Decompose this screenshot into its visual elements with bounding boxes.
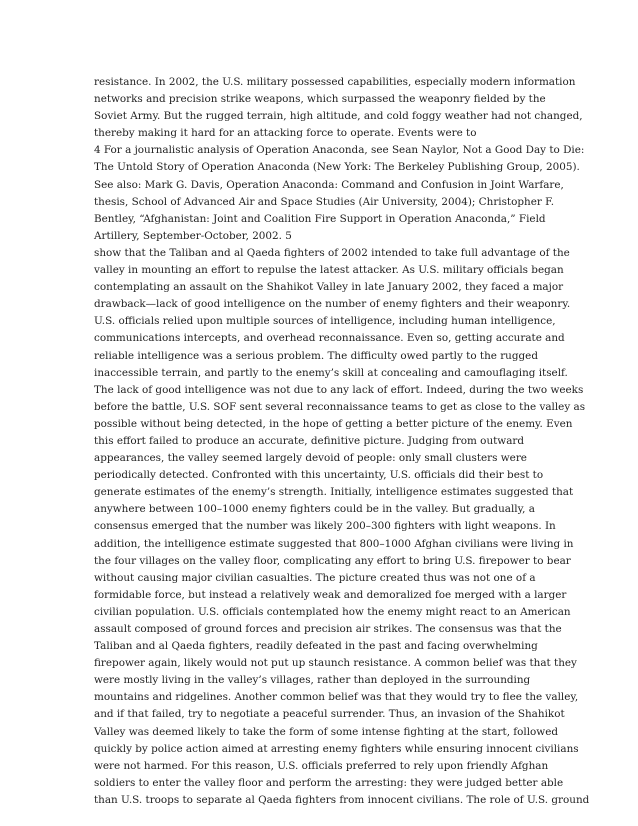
text-line: formidable force, but instead a relatively weak and demoralized foe merged with a larger [94, 588, 567, 601]
text-line: without causing major civilian casualties. The picture created thus was not one of a [94, 571, 536, 584]
text-line: U.S. officials relied upon multiple sources of intelligence, including human intelligence, [94, 315, 556, 328]
text-line: civilian population. U.S. officials contemplated how the enemy might react to an American [94, 605, 571, 618]
text-line: than U.S. troops to separate al Qaeda fighters from innocent civilians. The role of U.S. ground [94, 793, 590, 806]
text-line: were not harmed. For this reason, U.S. officials preferred to rely upon friendly Afghan [94, 759, 549, 772]
footnote-line: 4 For a journalistic analysis of Operation Anaconda, see Sean Naylor, Not a Good Day to Die: [94, 144, 585, 157]
text-line: periodically detected. Confronted with this uncertainty, U.S. officials did their best to [94, 469, 544, 482]
text-line: inaccessible terrain, and partly to the enemy’s skill at concealing and camouflaging itself. [94, 366, 568, 379]
text-line: communications intercepts, and overhead reconnaissance. Even so, getting accurate and [94, 332, 565, 345]
text-line: contemplating an assault on the Shahikot Valley in late January 2002, they faced a major [94, 281, 564, 294]
text-line: show that the Taliban and al Qaeda fighters of 2002 intended to take full advantage of the [94, 246, 570, 259]
text-line: possible without being detected, in the hope of getting a better picture of the enemy. Even [94, 417, 573, 430]
text-line: were mostly living in the valley’s villages, rather than deployed in the surrounding [94, 674, 531, 687]
text-line: valley in mounting an effort to repulse the latest attacker. As U.S. military officials began [94, 264, 564, 277]
text-line: resistance. In 2002, the U.S. military possessed capabilities, especially modern information [94, 76, 576, 88]
text-line: The lack of good intelligence was not due to any lack of effort. Indeed, during the two weeks [94, 383, 584, 396]
footnote-line: The Untold Story of Operation Anaconda (New York: The Berkeley Publishing Group, 2005). [94, 161, 580, 174]
text-line: appearances, the valley seemed largely devoid of people: only small clusters were [94, 452, 527, 465]
body-text [94, 74, 590, 809]
text-line: soldiers to enter the valley floor and perform the arresting: they were judged better able [94, 776, 564, 789]
text-line: networks and precision strike weapons, which surpassed the weaponry fielded by the [94, 93, 546, 106]
text-line: thereby making it hard for an attacking force to operate. Events were to [94, 127, 477, 140]
text-line: firepower again, likely would not put up staunch resistance. A common belief was that they [94, 657, 577, 670]
text-line: Soviet Army. But the rugged terrain, high altitude, and cold foggy weather had not changed, [94, 110, 583, 123]
text-line: addition, the intelligence estimate suggested that 800–1000 Afghan civilians were living in [94, 537, 574, 550]
footnote-line: thesis, School of Advanced Air and Space Studies (Air University, 2004); Christopher F. [94, 195, 555, 208]
text-line: Valley was deemed likely to take the form of some intense fighting at the start, followed [94, 725, 559, 738]
footnote-line: Bentley, “Afghanistan: Joint and Coalition Fire Support in Operation Anaconda,” Field [94, 212, 546, 225]
text-line: anywhere between 100–1000 enemy fighters could be in the valley. But gradually, a [94, 503, 535, 516]
text-line: this effort failed to produce an accurate, definitive picture. Judging from outward [94, 434, 525, 447]
text-line: assault composed of ground forces and precision air strikes. The consensus was that the [94, 623, 562, 635]
text-line: before the battle, U.S. SOF sent several reconnaissance teams to get as close to the valley as [94, 400, 586, 413]
text-line: generate estimates of the enemy’s strength. Initially, intelligence estimates suggested that [94, 486, 574, 499]
footnote-line: Artillery, September-October, 2002. 5 [94, 229, 292, 242]
text-line: quickly by police action aimed at arresting enemy fighters while ensuring innocent civilians [94, 742, 579, 755]
text-line: the four villages on the valley floor, complicating any effort to bring U.S. firepower to bear [94, 554, 571, 567]
text-line: Taliban and al Qaeda fighters, readily defeated in the past and facing overwhelming [94, 640, 538, 653]
text-line: consensus emerged that the number was likely 200–300 fighters with light weapons. In [94, 520, 556, 533]
footnote-line: See also: Mark G. Davis, Operation Anaconda: Command and Confusion in Joint Warfare, [94, 178, 564, 191]
text-line: reliable intelligence was a serious problem. The difficulty owed partly to the rugged [94, 349, 538, 362]
text-line: mountains and ridgelines. Another common belief was that they would try to flee the valley, [94, 691, 579, 704]
text-line: drawback—lack of good intelligence on the number of enemy fighters and their weaponry. [94, 298, 571, 311]
text-line: and if that failed, try to negotiate a peaceful surrender. Thus, an invasion of the Shahikot [94, 708, 565, 721]
